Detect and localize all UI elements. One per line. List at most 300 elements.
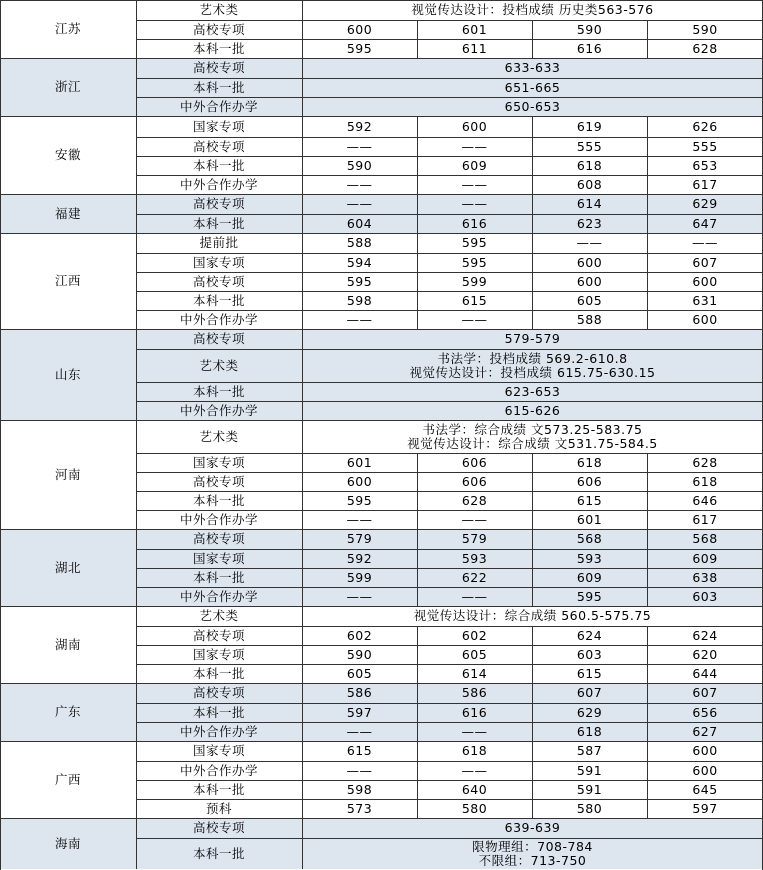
column-divider [302,549,303,568]
score-cell [302,741,417,761]
column-divider [532,722,533,741]
column-divider [302,233,303,253]
score-value: 607 [576,685,603,700]
admission-type-cell [136,253,302,272]
score-cell [302,194,417,214]
score-value: 595 [346,273,373,289]
admission-type: 提前批 [199,235,239,250]
column-divider [136,310,137,329]
column-divider [417,780,418,799]
admission-type-cell [136,780,302,799]
admission-type: 高校专项 [192,531,245,546]
column-divider [302,529,303,549]
merged-score-text: 视觉传达设计：投档成绩 615.75-630.15 [409,364,656,380]
admission-type: 本科一批 [192,569,245,585]
column-divider [417,175,418,194]
score-cell [417,272,532,291]
score-cell [302,645,417,664]
admission-type-cell [136,175,302,194]
score-value: 598 [346,292,373,308]
score-cell [302,214,417,233]
score-value: —— [461,723,488,739]
column-divider [136,529,137,549]
score-value: 614 [461,665,488,681]
score-value: 609 [692,550,718,566]
score-value: 597 [346,704,373,720]
merged-score-cell [302,382,763,401]
column-divider [647,799,648,818]
score-value: 606 [461,454,488,470]
merged-score-text: 视觉传达设计：综合成绩 文531.75-584.5 [407,435,658,451]
score-value: 580 [461,800,488,816]
score-value: —— [346,196,373,211]
merged-score-text: 633-633 [504,60,561,75]
province-cell [0,420,136,529]
admission-type: 本科一批 [192,665,245,681]
row-divider [136,272,763,273]
province-name: 福建 [54,205,81,221]
score-cell [417,194,532,214]
column-divider [417,645,418,664]
admission-type: 艺术类 [199,608,239,623]
admission-type: 中外合作办学 [179,511,258,527]
admission-type: 高校专项 [192,138,245,154]
score-value: 588 [576,311,603,327]
column-divider [532,780,533,799]
score-value: 618 [692,473,718,489]
admission-type-cell [136,349,302,382]
score-value: 628 [461,492,488,508]
admission-type: 国家专项 [192,254,245,270]
score-cell [417,761,532,780]
score-value: 626 [692,118,718,134]
column-divider [532,741,533,761]
province-name: 广西 [54,771,81,787]
column-divider [302,420,303,453]
column-divider [647,156,648,175]
admission-type: 高校专项 [192,196,245,211]
score-value: 599 [461,273,488,289]
province-cell [0,329,136,420]
score-value: —— [692,235,718,250]
score-cell [417,310,532,329]
province-name: 湖北 [54,559,81,575]
score-value: 605 [461,646,488,662]
row-divider [0,0,763,1]
merged-score-cell [302,349,763,382]
column-divider [417,253,418,272]
merged-score-cell [302,420,763,453]
score-cell [647,510,763,529]
column-divider [417,683,418,703]
score-value: 580 [576,800,603,816]
column-divider [302,58,303,78]
admission-type-cell [136,568,302,587]
score-value: 595 [346,492,373,508]
row-divider [136,97,763,98]
admission-type: 中外合作办学 [179,588,258,604]
score-cell [647,683,763,703]
score-value: 629 [692,196,718,211]
row-divider [136,549,763,550]
admission-type-cell [136,20,302,39]
row-divider [136,137,763,138]
score-cell [417,703,532,722]
score-cell [647,645,763,664]
column-divider [647,116,648,137]
score-value: 586 [346,685,373,700]
column-divider [647,568,648,587]
merged-score-cell [302,329,763,349]
column-divider [532,799,533,818]
admission-type: 中外合作办学 [179,311,258,327]
score-value: 595 [346,40,373,56]
column-divider [417,233,418,253]
admission-type-cell [136,310,302,329]
admission-type: 预科 [205,800,232,816]
column-divider [417,156,418,175]
score-value: 629 [576,704,603,720]
column-divider [532,214,533,233]
score-value: 600 [461,118,488,134]
score-cell [647,194,763,214]
merged-score-cell [302,0,763,20]
column-divider [532,568,533,587]
column-divider [532,137,533,156]
score-cell [532,214,647,233]
column-divider [647,549,648,568]
admission-type-cell [136,510,302,529]
province-cell [0,58,136,116]
score-cell [302,510,417,529]
admission-type-cell [136,382,302,401]
column-divider [302,401,303,420]
score-value: 603 [576,646,603,662]
column-divider [136,58,137,78]
score-value: 600 [576,254,603,270]
column-divider [136,510,137,529]
row-divider [136,214,763,215]
column-divider [532,175,533,194]
column-divider [136,0,137,20]
province-name: 江西 [54,273,81,288]
score-value: 644 [692,665,718,681]
column-divider [136,626,137,645]
admission-type-cell [136,703,302,722]
row-divider [136,838,763,839]
score-value: 588 [346,235,373,250]
score-cell [417,472,532,491]
column-divider [647,253,648,272]
score-cell [647,587,763,606]
column-divider [532,156,533,175]
score-cell [302,20,417,39]
row-divider [0,741,763,742]
merged-score-cell [302,818,763,838]
column-divider [647,39,648,58]
score-cell [532,703,647,722]
admission-type: 中外合作办学 [179,98,258,114]
row-divider [136,645,763,646]
score-value: —— [576,235,603,250]
row-divider [136,761,763,762]
admission-type: 高校专项 [192,331,245,346]
column-divider [532,453,533,472]
province-cell [0,606,136,683]
column-divider [302,253,303,272]
score-value: 607 [692,254,718,270]
column-divider [136,97,137,116]
score-value: —— [346,762,373,778]
admission-type: 本科一批 [192,215,245,231]
admission-type-cell [136,272,302,291]
score-value: 555 [576,138,603,154]
score-cell [417,491,532,510]
score-cell [417,156,532,175]
score-value: 602 [346,627,373,643]
column-divider [302,587,303,606]
score-cell [302,137,417,156]
column-divider [136,741,137,761]
score-cell [417,799,532,818]
row-divider [136,722,763,723]
column-divider [302,39,303,58]
score-cell [302,761,417,780]
column-divider [136,722,137,741]
score-value: 600 [692,743,718,758]
score-value: 603 [692,588,718,604]
score-value: 622 [461,569,488,585]
admission-type-cell [136,137,302,156]
score-cell [417,741,532,761]
column-divider [136,78,137,97]
score-cell [532,741,647,761]
score-value: 618 [576,454,603,470]
score-cell [647,310,763,329]
column-divider [302,97,303,116]
admission-type: 本科一批 [192,383,245,399]
column-divider [302,329,303,349]
score-cell [647,761,763,780]
score-cell [647,272,763,291]
score-value: 600 [692,762,718,778]
score-value: 606 [576,473,603,489]
admission-type-cell [136,329,302,349]
column-divider [302,799,303,818]
row-divider [0,194,763,195]
score-value: 598 [346,781,373,797]
score-value: 602 [461,627,488,643]
score-cell [532,722,647,741]
column-divider [302,722,303,741]
province-name: 湖南 [54,636,81,652]
score-value: 586 [461,685,488,700]
score-cell [647,626,763,645]
score-cell [647,568,763,587]
admission-type-cell [136,453,302,472]
merged-score-cell [302,78,763,97]
score-cell [532,510,647,529]
province-cell [0,683,136,741]
score-cell [532,156,647,175]
column-divider [136,116,137,137]
column-divider [136,194,137,214]
merged-score-text: 限物理组：708-784 [472,838,593,854]
score-cell [532,664,647,683]
score-value: 605 [346,665,373,681]
admission-type-cell [136,799,302,818]
merged-score-cell [302,58,763,78]
column-divider [532,703,533,722]
column-divider [417,291,418,310]
column-divider [417,799,418,818]
score-cell [302,39,417,58]
score-cell [302,703,417,722]
score-cell [417,510,532,529]
score-value: 579 [461,531,488,546]
admission-type-cell [136,626,302,645]
column-divider [302,683,303,703]
score-cell [417,291,532,310]
column-divider [136,703,137,722]
admission-type: 中外合作办学 [179,176,258,192]
column-divider [302,741,303,761]
admission-type: 高校专项 [192,21,245,37]
score-cell [647,233,763,253]
score-cell [647,137,763,156]
column-divider [647,722,648,741]
column-divider [647,587,648,606]
score-cell [532,116,647,137]
score-value: 605 [576,292,603,308]
score-cell [417,214,532,233]
score-cell [532,39,647,58]
column-divider [647,741,648,761]
merged-score-text: 615-626 [504,402,561,418]
merged-score-text: 视觉传达设计：综合成绩 560.5-575.75 [413,608,652,623]
column-divider [532,683,533,703]
column-divider [302,453,303,472]
score-cell [302,233,417,253]
score-cell [302,529,417,549]
score-cell [532,291,647,310]
admission-type-cell [136,291,302,310]
score-value: 615 [461,292,488,308]
score-cell [302,272,417,291]
column-divider [302,116,303,137]
score-cell [532,683,647,703]
score-cell [302,175,417,194]
score-value: 590 [576,21,603,37]
column-divider [647,472,648,491]
score-cell [647,529,763,549]
row-divider [0,606,763,607]
score-value: 617 [692,176,718,192]
score-value: —— [461,762,488,778]
score-cell [532,491,647,510]
score-cell [532,272,647,291]
column-divider [136,664,137,683]
score-value: —— [461,176,488,192]
score-cell [532,626,647,645]
row-divider [136,703,763,704]
column-divider [302,137,303,156]
score-value: 568 [576,531,603,546]
province-name: 广东 [54,704,81,719]
admission-type-cell [136,116,302,137]
score-cell [647,491,763,510]
column-divider [302,310,303,329]
score-cell [417,664,532,683]
column-divider [532,472,533,491]
column-divider [136,568,137,587]
column-divider [647,491,648,510]
column-divider [136,401,137,420]
admission-type-cell [136,761,302,780]
column-divider [532,761,533,780]
column-divider [302,156,303,175]
column-divider [136,349,137,382]
score-value: 647 [692,215,718,231]
row-divider [136,20,763,21]
column-divider [136,156,137,175]
score-value: —— [346,138,373,154]
merged-score-text: 651-665 [504,79,561,95]
admission-type: 本科一批 [192,781,245,797]
score-value: 608 [576,176,603,192]
column-divider [302,382,303,401]
score-value: —— [461,196,488,211]
column-divider [647,233,648,253]
row-divider [136,453,763,454]
row-divider [136,349,763,350]
column-divider [417,741,418,761]
score-value: 590 [692,21,718,37]
admission-type-cell [136,838,302,869]
score-cell [302,799,417,818]
admission-type-cell [136,214,302,233]
column-divider [302,703,303,722]
score-value: 594 [346,254,373,270]
score-cell [532,453,647,472]
score-cell [302,549,417,568]
score-cell [647,156,763,175]
column-divider [302,78,303,97]
column-divider [417,194,418,214]
score-value: 618 [576,157,603,173]
row-divider [136,780,763,781]
province-cell [0,0,136,58]
column-divider [136,491,137,510]
score-cell [417,20,532,39]
admission-type-cell [136,491,302,510]
score-cell [302,253,417,272]
score-value: 600 [692,273,718,289]
column-divider [647,664,648,683]
score-value: 595 [461,254,488,270]
row-divider [136,310,763,311]
score-value: 573 [346,800,373,816]
admission-type-cell [136,0,302,20]
score-cell [647,549,763,568]
score-value: 600 [346,21,373,37]
column-divider [532,272,533,291]
score-cell [647,664,763,683]
row-divider [136,156,763,157]
score-value: 616 [576,40,603,56]
score-cell [302,780,417,799]
score-value: 618 [576,723,603,739]
